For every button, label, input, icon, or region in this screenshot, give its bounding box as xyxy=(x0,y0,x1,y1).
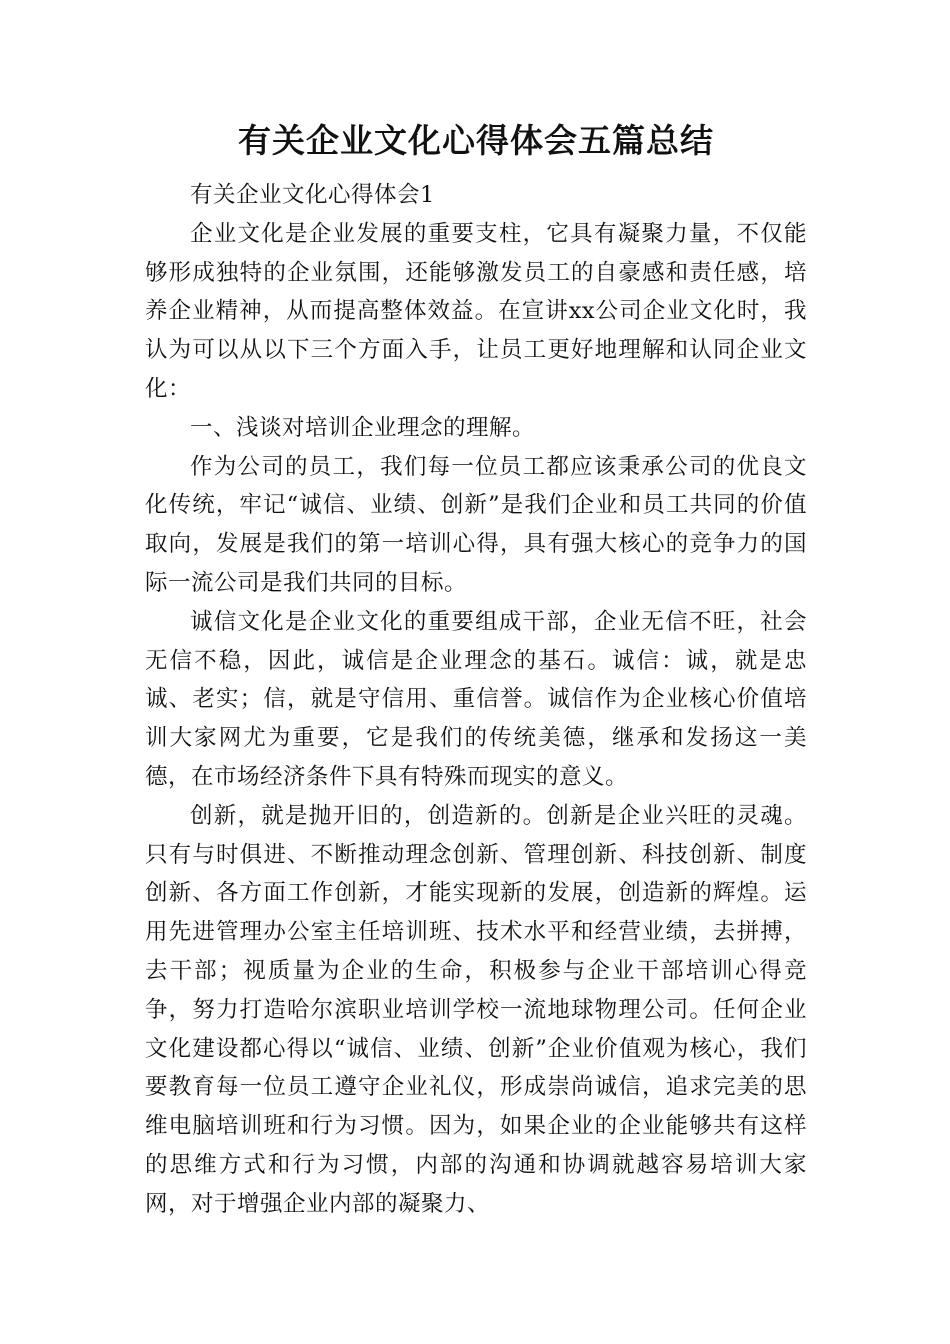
body-paragraph: 作为公司的员工，我们每一位员工都应该秉承公司的优良文化传统，牢记“诚信、业绩、创新”是我们企业和员工共同的价值取向，发展是我们的第一培训心得，具有强大核心的竞争力的国际一流公司是我们共同的目标。 xyxy=(145,453,807,596)
document-title: 有关企业文化心得体会五篇总结 xyxy=(238,121,714,160)
subsection-heading: 一、浅谈对培训企业理念的理解。 xyxy=(190,414,536,441)
body-paragraph: 企业文化是企业发展的重要支柱，它具有凝聚力量，不仅能够形成独特的企业氛围，还能够激发员工的自豪感和责任感，培养企业精神，从而提高整体效益。在宣讲xx公司企业文化时，我认为可以从以下三个方面入手，让员工更好地理解和认同企业文化： xyxy=(145,220,807,402)
body-paragraph: 创新，就是抛开旧的，创造新的。创新是企业兴旺的灵魂。只有与时俱进、不断推动理念创新、管理创新、科技创新、制度创新、各方面工作创新，才能实现新的发展，创造新的辉煌。运用先进管理办公室主任培训班、技术水平和经营业绩，去拼搏，去干部；视质量为企业的生命，积极参与企业干部培训心得竞争，努力打造哈尔滨职业培训学校一流地球物理公司。任何企业文化建设都心得以“诚信、业绩、创新”企业价值观为核心，我们要教育每一位员工遵守企业礼仪，形成崇尚诚信，追求完美的思维电脑培训班和行为习惯。因为，如果企业的企业能够共有这样的思维方式和行为习惯，内部的沟通和协调就越容易培训大家网，对于增强企业内部的凝聚力、 xyxy=(145,802,807,1217)
body-paragraph: 诚信文化是企业文化的重要组成干部，企业无信不旺，社会无信不稳，因此，诚信是企业理念的基石。诚信：诚，就是忠诚、老实；信，就是守信用、重信誉。诚信作为企业核心价值培训大家网尤为重要，它是我们的传统美德，继承和发扬这一美德，在市场经济条件下具有特殊而现实的意义。 xyxy=(145,608,807,790)
document-page xyxy=(145,110,807,1224)
section-heading: 有关企业文化心得体会1 xyxy=(190,182,435,208)
